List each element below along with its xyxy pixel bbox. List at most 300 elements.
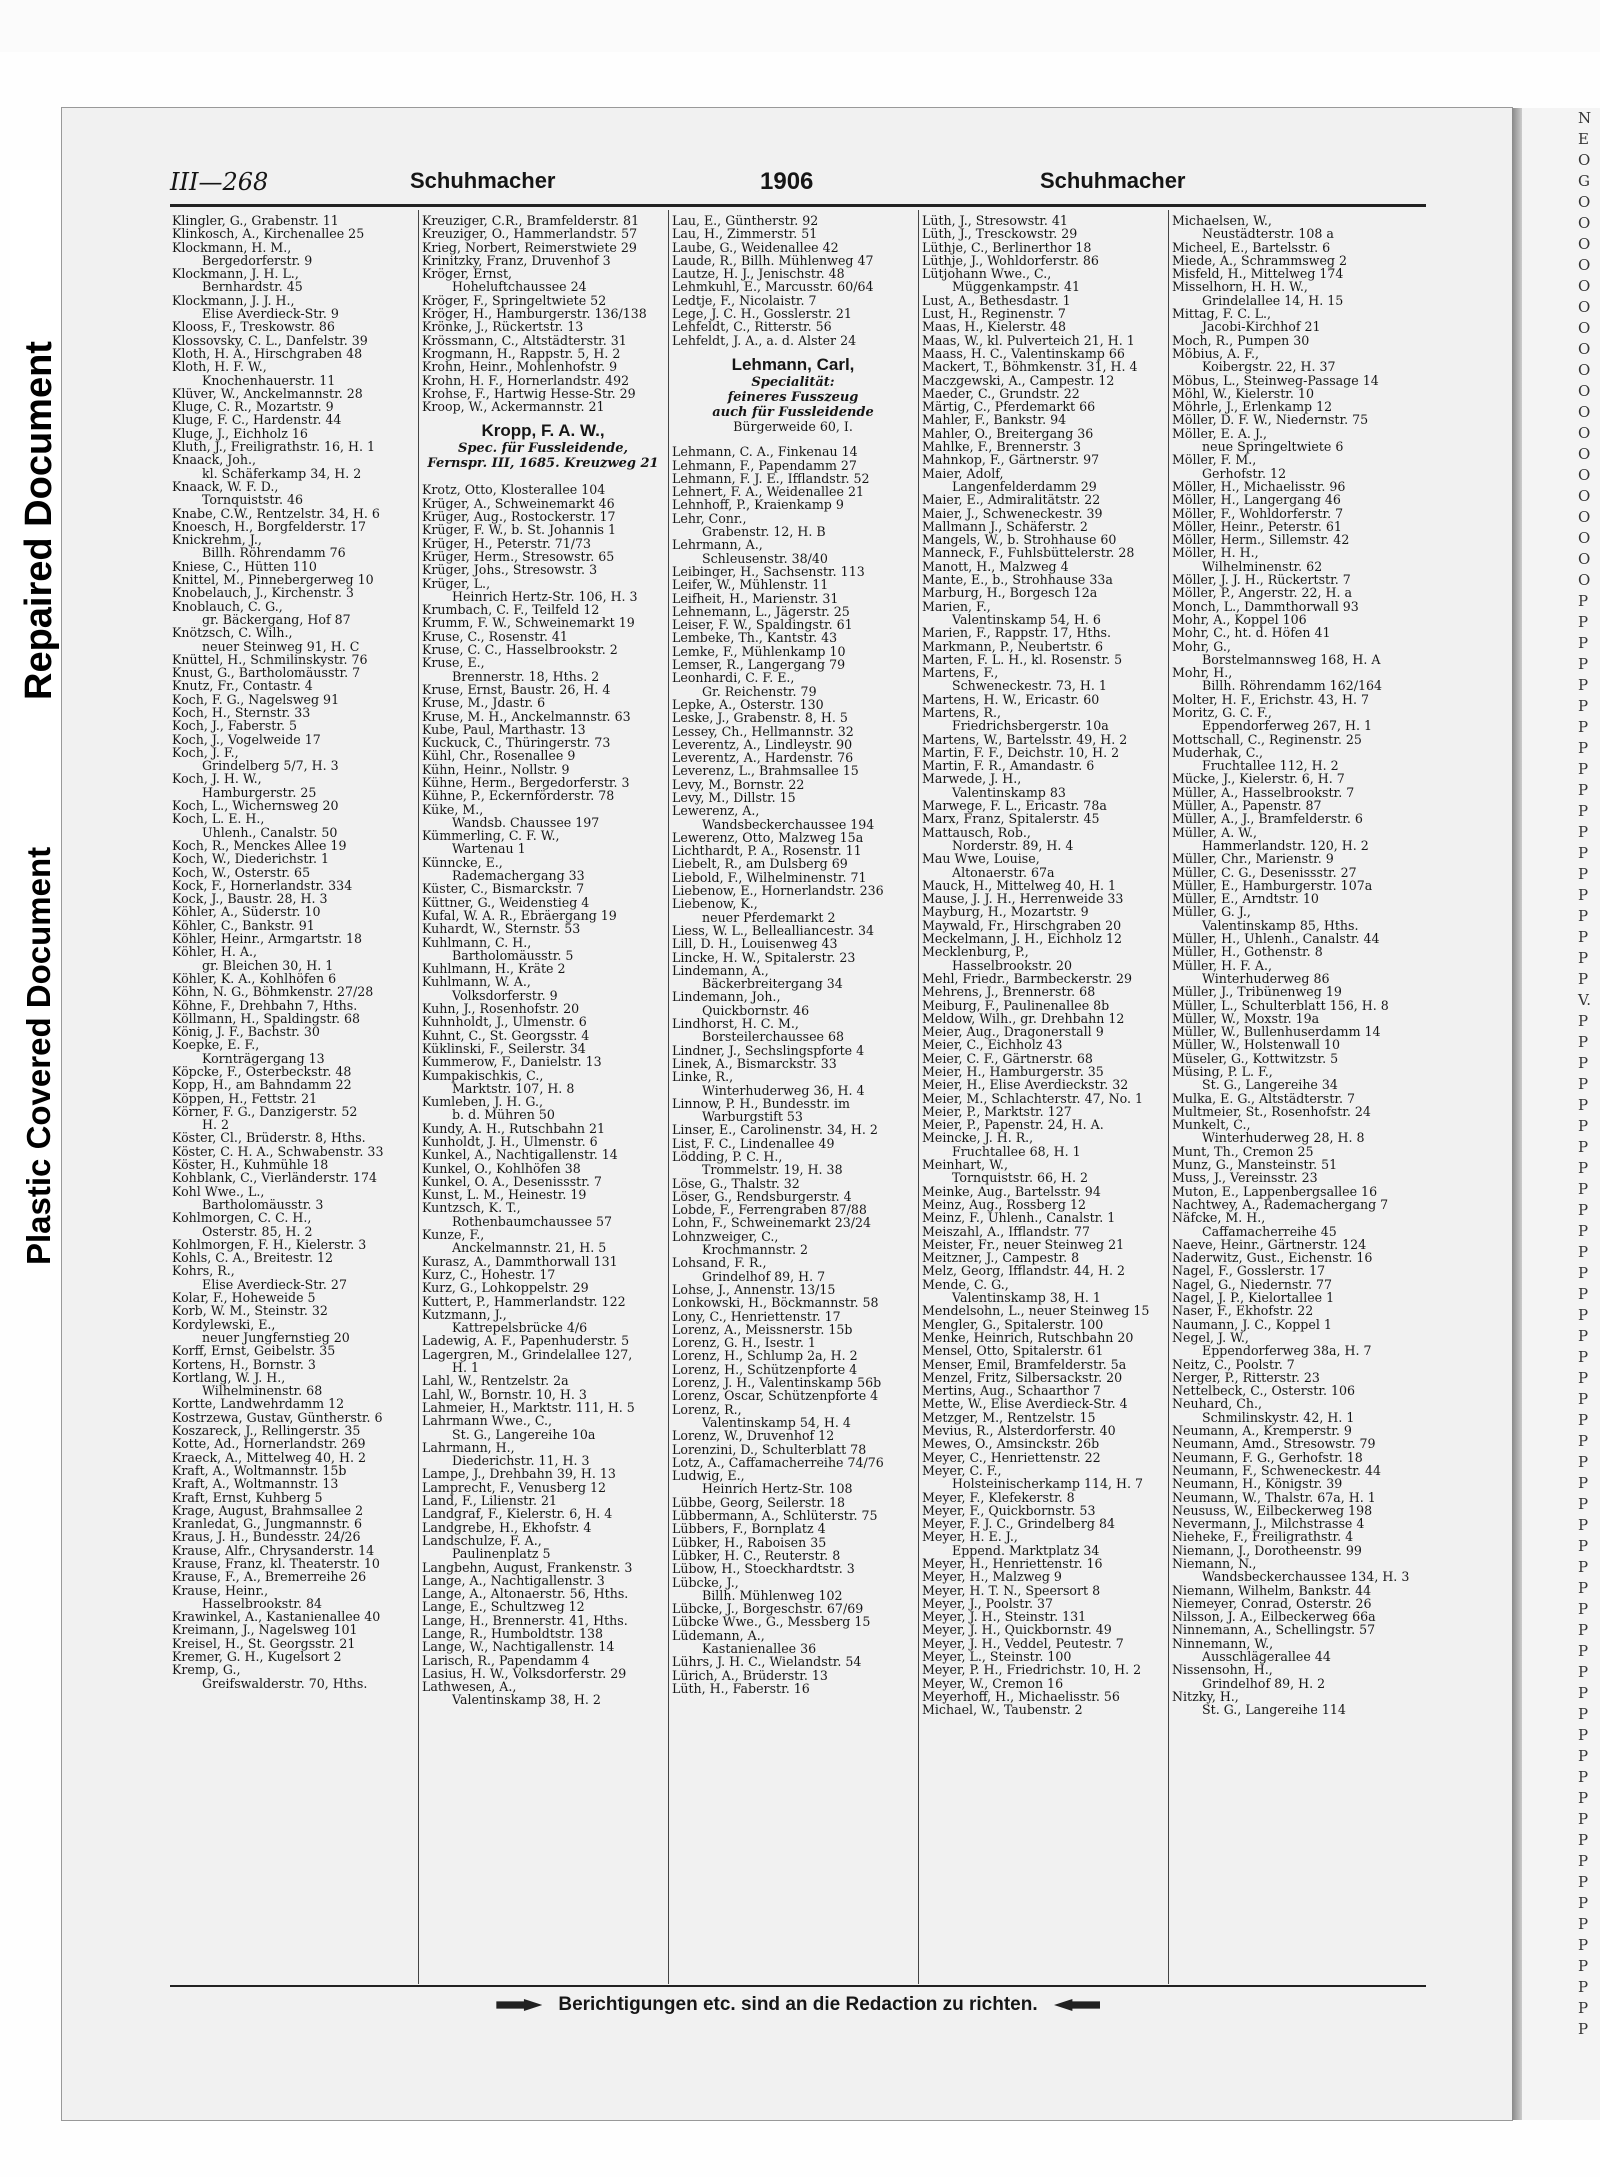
directory-entry: Nettelbeck, C., Osterstr. 106 xyxy=(1172,1383,1356,1399)
directory-entry: Koch, L., Wichernsweg 20 xyxy=(172,798,339,814)
directory-entry: Martens, W., Bartelsstr. 49, H. 2 xyxy=(922,731,1128,747)
directory-entry: Krause, F., A., Bremerreihe 26 xyxy=(172,1569,367,1585)
entry-continuation: Elise Averdieck-Str. 9 xyxy=(202,306,339,322)
directory-entry: Kolar, F., Hoheweide 5 xyxy=(172,1290,316,1306)
directory-entry: Mahnkop, F., Gärtnerstr. 97 xyxy=(922,452,1100,468)
next-page-letter: O xyxy=(1578,508,1591,526)
entry-continuation: Winterhuderweg 86 xyxy=(1202,970,1330,986)
directory-entry: Martin, F. F., Deichstr. 10, H. 2 xyxy=(922,744,1120,760)
directory-entry: Lorenz, H., Schützenpforte 4 xyxy=(672,1361,858,1377)
directory-entry: Lindhorst, H. C. M., xyxy=(672,1016,799,1032)
directory-entry: Müller, A., Hasselbrookstr. 7 xyxy=(1172,784,1355,800)
directory-entry: Klüver, W., Anckelmannstr. 28 xyxy=(172,385,363,401)
directory-entry: Müller, E., Arndtstr. 10 xyxy=(1172,891,1319,907)
next-page-letter: O xyxy=(1578,487,1591,505)
directory-entry: Moch, R., Pumpen 30 xyxy=(1172,332,1310,348)
next-page-letter: P xyxy=(1578,1348,1589,1366)
next-page-letter: P xyxy=(1578,1726,1589,1744)
directory-entry: Mevius, R., Alsterdorferstr. 40 xyxy=(922,1423,1116,1439)
directory-entry: Martens, R., xyxy=(922,704,1002,720)
directory-entry: Leske, J., Grabenstr. 8, H. 5 xyxy=(672,710,848,726)
entry-continuation: Grabenstr. 12, H. B xyxy=(702,524,826,540)
directory-entry: Mahler, F., Bankstr. 94 xyxy=(922,412,1067,428)
directory-entry: Klockmann, H. M., xyxy=(172,239,292,255)
ad-lehmann-spec: Specialität: xyxy=(751,374,835,390)
next-page-letter: P xyxy=(1578,1264,1589,1282)
directory-entry: Lasius, H. W., Volksdorferstr. 29 xyxy=(422,1665,627,1681)
directory-entry: Mahler, O., Breitergang 36 xyxy=(922,425,1094,441)
directory-entry: Lony, C., Henriettenstr. 17 xyxy=(672,1308,841,1324)
next-page-letter: P xyxy=(1578,1306,1589,1324)
directory-entry: Land, F., Lilienstr. 21 xyxy=(422,1493,558,1509)
directory-entry: Meier, Aug., Dragonerstall 9 xyxy=(922,1024,1104,1040)
directory-entry: Larisch, R., Papendamm 4 xyxy=(422,1652,590,1668)
entry-continuation: H. 1 xyxy=(452,1360,480,1376)
entry-continuation: Valentinskamp 54, H. 6 xyxy=(952,611,1101,627)
directory-entry: Lübker, H. C., Reuterstr. 8 xyxy=(672,1547,841,1563)
entry-continuation: Wartenau 1 xyxy=(452,841,526,857)
directory-entry: Krogmann, H., Rappstr. 5, H. 2 xyxy=(422,345,621,361)
directory-entry: Lübbers, F., Bornplatz 4 xyxy=(672,1521,826,1537)
directory-entry: Müsing, P. L. F., xyxy=(1172,1064,1273,1079)
directory-entry: Kremer, G. H., Kugelsort 2 xyxy=(172,1649,342,1665)
directory-entry: Mewes, O., Amsinckstr. 26b xyxy=(922,1436,1100,1452)
directory-entry: Kühne, Herm., Bergedorferstr. 3 xyxy=(422,774,630,790)
directory-entry: Nachtwey, A., Rademachergang 7 xyxy=(1172,1196,1389,1212)
directory-entry: Monch, L., Dammthorwall 93 xyxy=(1172,598,1359,614)
next-page-letter: P xyxy=(1578,781,1589,799)
directory-entry: Neitz, C., Poolstr. 7 xyxy=(1172,1356,1295,1372)
directory-entry: Koch, J., Faberstr. 5 xyxy=(172,718,298,734)
entry-continuation: Warburgstift 53 xyxy=(702,1109,803,1125)
directory-entry: Mangels, W., b. Strohhause 60 xyxy=(922,532,1117,548)
directory-entry: Küke, M., xyxy=(422,801,484,817)
directory-entry: Köster, C. H. A., Schwabenstr. 33 xyxy=(172,1143,384,1159)
directory-entry: Menser, Emil, Bramfelderstr. 5a xyxy=(922,1356,1127,1372)
directory-entry: Koszareck, J., Rellingerstr. 35 xyxy=(172,1423,361,1439)
directory-entry: Misfeld, H., Mittelweg 174 xyxy=(1172,266,1344,282)
repaired-document-label: Repaired Document xyxy=(18,341,60,700)
directory-entry: Meiszahl, A., Ifflandstr. 77 xyxy=(922,1223,1091,1239)
directory-entry: Kruse, C. C., Hasselbrookstr. 2 xyxy=(422,642,618,658)
next-page-letter: P xyxy=(1578,1243,1589,1261)
directory-entry: Kreuziger, O., Hammerlandstr. 57 xyxy=(422,226,638,242)
entry-continuation: Fruchtallee 68, H. 1 xyxy=(952,1143,1081,1159)
next-page-letter: O xyxy=(1578,550,1591,568)
directory-entry: Köpcke, F., Osterbeckstr. 48 xyxy=(172,1064,352,1079)
directory-entry: Meckelmann, J. H., Eichholz 12 xyxy=(922,931,1123,947)
directory-entry: Mause, J. J. H., Herrenweide 33 xyxy=(922,891,1124,907)
directory-entry: Mohr, H., xyxy=(1172,665,1233,681)
directory-entry: Lagergren, M., Grindelallee 127, xyxy=(422,1346,633,1362)
directory-entry: Müller, H. F. A., xyxy=(1172,957,1273,973)
directory-entry: Mehl, Friedr., Barmbeckerstr. 29 xyxy=(922,970,1133,986)
directory-entry: Krüger, Aug., Rostockerstr. 17 xyxy=(422,509,616,525)
directory-entry: Mette, W., Elise Averdieck-Str. 4 xyxy=(922,1396,1128,1412)
column-4 xyxy=(922,214,1164,1982)
directory-entry: Lotz, A., Caffamacherreihe 74/76 xyxy=(672,1454,884,1470)
directory-entry: Meyer, L., Steinstr. 100 xyxy=(922,1649,1072,1665)
header-title-right: Schuhmacher xyxy=(1040,168,1186,193)
directory-entry: Köllmann, H., Spaldingstr. 68 xyxy=(172,1010,361,1026)
directory-entry: Marten, F. L. H., kl. Rosenstr. 5 xyxy=(922,651,1123,667)
directory-entry: Lange, E., Schultzweg 12 xyxy=(422,1599,585,1615)
next-page-letter: O xyxy=(1578,445,1591,463)
directory-entry: Lürich, A., Brüderstr. 13 xyxy=(672,1667,828,1683)
directory-entry: Mohr, C., ht. d. Höfen 41 xyxy=(1172,625,1331,641)
directory-entry: Meyer, F., Klefekerstr. 8 xyxy=(922,1489,1075,1505)
directory-entry: Korff, Ernst, Geibelstr. 35 xyxy=(172,1343,336,1359)
directory-entry: Müseler, G., Kottwitzstr. 5 xyxy=(1172,1050,1339,1066)
directory-entry: Meincke, J. H. R., xyxy=(922,1130,1034,1146)
plastic-covered-label: Plastic Covered Document xyxy=(20,846,57,1265)
directory-entry: Meier, P., Marktstr. 127 xyxy=(922,1103,1072,1119)
directory-entry: Molter, H. F., Erichstr. 43, H. 7 xyxy=(1172,691,1370,707)
directory-entry: Löser, G., Rendsburgerstr. 4 xyxy=(672,1188,852,1204)
directory-entry: Lust, A., Bethesdastr. 1 xyxy=(922,292,1071,308)
next-page-letter: P xyxy=(1578,1999,1589,2017)
directory-entry: Lübcke, J., xyxy=(672,1574,739,1590)
next-page-letter: O xyxy=(1578,466,1591,484)
directory-entry: Kruse, M. H., Anckelmannstr. 63 xyxy=(422,708,631,724)
directory-entry: Lobde, F., Ferrengraben 87/88 xyxy=(672,1202,867,1218)
directory-entry: Ninnemann, A., Schellingstr. 57 xyxy=(1172,1622,1376,1638)
directory-entry: Kuhnt, C., St. Georgsstr. 4 xyxy=(422,1027,590,1043)
next-page-letter: P xyxy=(1578,970,1589,988)
directory-entry: Lüthje, C., Berlinerthor 18 xyxy=(922,239,1092,255)
next-page-letter: P xyxy=(1578,1432,1589,1450)
next-page-letter: O xyxy=(1578,340,1591,358)
directory-entry: Koch, L. E. H., xyxy=(172,811,265,827)
directory-entry: Menke, Heinrich, Rutschbahn 20 xyxy=(922,1329,1134,1345)
directory-entry: Kraus, J. H., Bundesstr. 24/26 xyxy=(172,1529,361,1545)
directory-entry: Levy, M., Dillstr. 15 xyxy=(672,789,796,805)
entry-continuation: Wandsb. Chaussee 197 xyxy=(452,814,600,830)
ad-lehmann-name: Lehmann, Carl, xyxy=(731,354,855,374)
directory-entry: Ludwig, E., xyxy=(672,1468,745,1484)
next-page-letter: P xyxy=(1578,655,1589,673)
directory-entry: Krüger, Johs., Stresowstr. 3 xyxy=(422,562,598,578)
directory-entry: Maass, H. C., Valentinskamp 66 xyxy=(922,345,1125,361)
directory-entry: Michaelsen, W., xyxy=(1172,214,1272,228)
directory-entry: Muss, J., Vereinsstr. 23 xyxy=(1172,1170,1318,1186)
entry-continuation: Kastanienallee 36 xyxy=(702,1640,817,1656)
next-page-letter: P xyxy=(1578,1075,1589,1093)
directory-entry: Kohlmorgen, C. C. H., xyxy=(172,1210,312,1226)
entry-continuation: Valentinskamp 38, H. 1 xyxy=(952,1290,1101,1306)
directory-entry: Leiser, F. W., Spaldingstr. 61 xyxy=(672,617,853,633)
directory-entry: Kraft, A., Woltmannstr. 13 xyxy=(172,1476,339,1492)
directory-entry: Lahrmann, H., xyxy=(422,1439,515,1455)
entry-continuation: Bartholomäusstr. 3 xyxy=(202,1196,324,1212)
directory-entry: Lütjohann Wwe., C., xyxy=(922,266,1052,282)
entry-continuation: Borstelmannsweg 168, H. A xyxy=(1202,651,1381,667)
directory-entry: Neumann, A., Kremperstr. 9 xyxy=(1172,1423,1352,1439)
directory-entry: Kreisel, H., St. Georgsstr. 21 xyxy=(172,1635,356,1651)
directory-entry: Mengler, G., Spitalerstr. 100 xyxy=(922,1316,1104,1332)
directory-entry: Naeve, Heinr., Gärtnerstr. 124 xyxy=(1172,1236,1367,1252)
next-page-letter: P xyxy=(1578,676,1589,694)
directory-entry: Lorenz, R., xyxy=(672,1401,742,1417)
directory-entry: Kordylewski, E., xyxy=(172,1316,276,1332)
next-page-letter: P xyxy=(1578,1369,1589,1387)
next-page-letter: P xyxy=(1578,865,1589,883)
next-page-letter: P xyxy=(1578,1579,1589,1597)
next-page-letter: P xyxy=(1578,886,1589,904)
header-rule xyxy=(170,204,1426,207)
directory-entry: Maier, Adolf, xyxy=(922,465,1004,481)
directory-entry: Maier, J., Schweneckestr. 39 xyxy=(922,505,1103,521)
directory-entry: Mendelsohn, L., neuer Steinweg 15 xyxy=(922,1303,1150,1319)
directory-entry: Lemke, F., Mühlenkamp 10 xyxy=(672,643,846,659)
directory-entry: Lahl, W., Rentzelstr. 2a xyxy=(422,1373,569,1389)
directory-entry: Knötzsch, C. Wilh., xyxy=(172,625,293,641)
directory-entry: Lehnert, F. A., Weidenallee 21 xyxy=(672,484,864,500)
directory-entry: Lahmeier, H., Marktstr. 111, H. 5 xyxy=(422,1399,635,1415)
directory-entry: Nerger, P., Ritterstr. 23 xyxy=(1172,1369,1320,1385)
directory-entry: Lust, H., Reginenstr. 7 xyxy=(922,306,1066,322)
directory-entry: Mahlke, F., Brennerstr. 3 xyxy=(922,439,1082,455)
entry-continuation: Grindelhof 89, H. 2 xyxy=(1202,1675,1326,1691)
directory-entry: Kundy, A. H., Rutschbahn 21 xyxy=(422,1120,606,1136)
directory-entry: Lorenz, Oscar, Schützenpforte 4 xyxy=(672,1388,879,1404)
directory-entry: Lübcke Wwe., G., Messberg 15 xyxy=(672,1614,871,1630)
directory-entry: Kuhlmann, C. H., xyxy=(422,934,532,950)
page-footer xyxy=(170,1994,1426,2016)
directory-entry: Meyer, J. H., Veddel, Peutestr. 7 xyxy=(922,1635,1124,1651)
directory-entry: Leifheit, H., Marienstr. 31 xyxy=(672,590,839,606)
entry-continuation: Trommelstr. 19, H. 38 xyxy=(702,1162,843,1178)
entry-continuation: Diederichstr. 11, H. 3 xyxy=(452,1453,590,1469)
directory-entry: Lehfeldt, J. A., a. d. Alster 24 xyxy=(672,332,857,348)
entry-continuation: Wandsbeckerchaussee 194 xyxy=(702,816,875,832)
next-page-letter: P xyxy=(1578,1915,1589,1933)
directory-entry: Michael, W., Taubenstr. 2 xyxy=(922,1702,1083,1718)
directory-entry: Marien, F., Rappstr. 17, Hths. xyxy=(922,625,1112,641)
entry-continuation: Neustädterstr. 108 a xyxy=(1202,226,1334,242)
entry-continuation: Wilhelminenstr. 62 xyxy=(1202,558,1323,574)
entry-continuation: Kornträgergang 13 xyxy=(202,1050,325,1066)
directory-entry: Marwede, J. H., xyxy=(922,771,1022,787)
directory-entry: Naderwitz, Gust., Eichenstr. 16 xyxy=(1172,1250,1373,1266)
directory-entry: Lohnzweiger, C., xyxy=(672,1228,779,1244)
directory-entry: Krumbach, C. F., Teilfeld 12 xyxy=(422,602,600,618)
directory-entry: Neumann, F., Schweneckestr. 44 xyxy=(1172,1462,1381,1478)
directory-entry: Multmeier, St., Rosenhofstr. 24 xyxy=(1172,1103,1371,1119)
directory-entry: Kunkel, O., Kohlhöfen 38 xyxy=(422,1160,581,1176)
directory-entry: Neumann, W., Thalstr. 67a, H. 1 xyxy=(1172,1489,1376,1505)
directory-entry: Löse, G., Thalstr. 32 xyxy=(672,1175,800,1191)
next-page-letter: P xyxy=(1578,928,1589,946)
next-page-letter: P xyxy=(1578,1285,1589,1303)
next-page-letter: P xyxy=(1578,1180,1589,1198)
directory-entry: Meier, M., Schlachterstr. 47, No. 1 xyxy=(922,1090,1143,1106)
directory-entry: Knoblauch, C. G., xyxy=(172,598,283,614)
directory-entry: Lau, H., Zimmerstr. 51 xyxy=(672,226,818,242)
directory-entry: Lübbe, Georg, Seilerstr. 18 xyxy=(672,1494,846,1510)
directory-entry: Lindner, J., Sechslingspforte 4 xyxy=(672,1042,865,1058)
directory-entry: Müller, W., Bullenhuserdamm 14 xyxy=(1172,1024,1381,1040)
directory-entry: Lübker, H., Raboisen 35 xyxy=(672,1534,827,1550)
directory-entry: Micheel, E., Bartelsstr. 6 xyxy=(1172,239,1331,255)
directory-entry: Kumleben, J. H. G., xyxy=(422,1094,543,1110)
directory-entry: Kniese, C., Hütten 110 xyxy=(172,558,317,574)
directory-entry: Kremp, G., xyxy=(172,1662,241,1678)
next-page-letter: P xyxy=(1578,1390,1589,1408)
entry-continuation: Gr. Reichenstr. 79 xyxy=(702,683,817,699)
entry-continuation: St. G., Langereihe 10a xyxy=(452,1426,596,1442)
directory-entry: Munz, G., Mansteinstr. 51 xyxy=(1172,1157,1338,1173)
directory-entry: Krüger, Herm., Stresowstr. 65 xyxy=(422,548,615,564)
directory-entry: Kruse, C., Rosenstr. 41 xyxy=(422,628,568,644)
column-3 xyxy=(672,214,914,1982)
next-page-letter: G xyxy=(1578,172,1590,190)
directory-entry: Kranledat, G., Jungmannstr. 6 xyxy=(172,1516,362,1532)
directory-entry: Köster, H., Kuhmühle 18 xyxy=(172,1157,329,1173)
entry-continuation: Quickbornstr. 46 xyxy=(702,1002,810,1018)
next-page-letter: P xyxy=(1578,1033,1589,1051)
directory-entry: Lüthje, J., Wohldorferstr. 86 xyxy=(922,252,1099,268)
directory-entry: Knittel, M., Pinnebergerweg 10 xyxy=(172,572,374,588)
directory-entry: Kuhn, J., Rosenhofstr. 20 xyxy=(422,1001,580,1017)
directory-entry: Liess, W. L., Bellealliancestr. 34 xyxy=(672,922,875,938)
entry-continuation: neuer Pferdemarkt 2 xyxy=(702,909,836,925)
entry-continuation: Bergedorferstr. 9 xyxy=(202,252,313,268)
directory-entry: Lorenz, W., Druvenhof 12 xyxy=(672,1428,835,1444)
ad-kropp-address: Fernspr. III, 1685. Kreuzweg 21 xyxy=(427,456,659,472)
entry-continuation: Hoheluftchaussee 24 xyxy=(452,279,587,295)
directory-entry: Lessey, Ch., Hellmannstr. 32 xyxy=(672,723,854,739)
entry-continuation: Borsteilerchaussee 68 xyxy=(702,1029,845,1045)
entry-continuation: Schleusenstr. 38/40 xyxy=(702,550,828,566)
directory-entry: Kluge, J., Eichholz 16 xyxy=(172,425,308,441)
directory-entry: Mauck, H., Mittelweg 40, H. 1 xyxy=(922,877,1117,893)
next-page-fragment xyxy=(1522,108,1600,2120)
ad-lehmann-address: Bürgerweide 60, I. xyxy=(733,418,853,434)
directory-entry: Kunholdt, J. H., Ulmenstr. 6 xyxy=(422,1134,598,1149)
directory-entry: Knaack, W. F. D., xyxy=(172,478,279,494)
directory-entry: Lohse, J., Annenstr. 13/15 xyxy=(672,1281,836,1297)
directory-entry: Möller, H., Michaelisstr. 96 xyxy=(1172,478,1346,494)
directory-entry: Meinz, F., Uhlenh., Canalstr. 1 xyxy=(922,1210,1116,1226)
directory-entry: Lindemann, A., xyxy=(672,962,769,978)
directory-entry: Krumm, F. W., Schweinemarkt 19 xyxy=(422,615,635,631)
directory-entry: Maczgewski, A., Campestr. 12 xyxy=(922,372,1115,388)
pointing-hand-icon xyxy=(496,1999,542,2011)
entry-continuation: Billh. Röhrendamm 76 xyxy=(202,545,346,561)
directory-entry: Meitzner, J., Campestr. 8 xyxy=(922,1250,1080,1266)
directory-entry: Köppen, H., Fettstr. 21 xyxy=(172,1090,318,1106)
directory-entry: Maywald, Fr., Hirschgraben 20 xyxy=(922,917,1122,933)
next-page-letter: O xyxy=(1578,403,1591,421)
next-page-letter: N xyxy=(1578,109,1592,127)
directory-entry: Lemser, R., Langergang 79 xyxy=(672,657,846,673)
entry-continuation: Hasselbrookstr. 20 xyxy=(952,957,1072,973)
next-page-letter: P xyxy=(1578,1957,1589,1975)
directory-entry: Kuhnholdt, J., Ulmenstr. 6 xyxy=(422,1014,587,1030)
directory-entry: Möhrle, J., Erlenkamp 12 xyxy=(1172,399,1333,415)
directory-entry: Kostrzewa, Gustav, Güntherstr. 6 xyxy=(172,1409,383,1425)
directory-entry: Müller, L., Schulterblatt 156, H. 8 xyxy=(1172,997,1389,1013)
ad-kropp-spec: Spec. für Fussleidende, xyxy=(457,441,629,457)
directory-entry: Leifer, W., Mühlenstr. 11 xyxy=(672,577,829,593)
next-page-letter: E xyxy=(1578,130,1589,148)
directory-entry: Lehmann, F. J. E., Ifflandstr. 52 xyxy=(672,470,870,486)
directory-entry: Mottschall, C., Reginenstr. 25 xyxy=(1172,731,1362,747)
directory-entry: Maeder, C., Grundstr. 22 xyxy=(922,385,1080,401)
directory-entry: Knobelauch, J., Kirchenstr. 3 xyxy=(172,585,354,601)
directory-entry: Möller, D. F. W., Niedernstr. 75 xyxy=(1172,412,1369,428)
directory-entry: Landschulze, F. A., xyxy=(422,1532,542,1548)
directory-entry: Meier, C. F., Gärtnerstr. 68 xyxy=(922,1050,1093,1066)
next-page-letter: O xyxy=(1578,382,1591,400)
directory-entry: Liebelt, R., am Dulsberg 69 xyxy=(672,856,848,872)
directory-entry: Klooss, F., Treskowstr. 86 xyxy=(172,319,335,335)
directory-entry: Mücke, J., Kielerstr. 6, H. 7 xyxy=(1172,771,1345,787)
directory-entry: Krohn, H. F., Hornerlandstr. 492 xyxy=(422,372,630,388)
entry-continuation: Bartholomäusstr. 5 xyxy=(452,947,574,963)
directory-entry: Möbius, A. F., xyxy=(1172,345,1260,361)
column-1 xyxy=(172,214,414,1982)
next-page-letter: P xyxy=(1578,739,1589,757)
directory-entry: Lange, A., Altonaerstr. 56, Hths. xyxy=(422,1586,629,1602)
next-page-letter: P xyxy=(1578,1201,1589,1219)
entry-continuation: Tornquiststr. 46 xyxy=(202,492,304,508)
directory-entry: Meyer, F., Quickbornstr. 53 xyxy=(922,1502,1096,1518)
directory-entry: Lorenz, H., Schlump 2a, H. 2 xyxy=(672,1348,858,1364)
directory-entry: Lohn, F., Schweinemarkt 23/24 xyxy=(672,1215,872,1231)
directory-entry: Köhler, A., Süderstr. 10 xyxy=(172,904,321,920)
directory-entry: Linnow, P. H., Bundesstr. im xyxy=(672,1095,850,1111)
directory-entry: Koch, J., Vogelweide 17 xyxy=(172,731,321,747)
entry-continuation: neue Springeltwiete 6 xyxy=(1202,439,1344,455)
entry-continuation: Marktstr. 107, H. 8 xyxy=(452,1080,575,1096)
directory-entry: Neumann, F. G., Gerhofstr. 18 xyxy=(1172,1449,1363,1465)
directory-entry: Niemann, N., xyxy=(1172,1555,1257,1571)
directory-entry: Möller, F. M., xyxy=(1172,452,1257,468)
directory-entry: Kuntzsch, K. T., xyxy=(422,1200,521,1216)
directory-entry: Möller, Heinr., Peterstr. 61 xyxy=(1172,518,1342,534)
directory-entry: Knüttel, H., Schmilinskystr. 76 xyxy=(172,651,368,667)
directory-entry: Krönke, J., Rückertstr. 13 xyxy=(422,319,584,335)
directory-entry: Köhler, H. A., xyxy=(172,944,257,960)
directory-entry: Kloth, H. A., Hirschgraben 48 xyxy=(172,345,363,361)
directory-entry: Kuttert, P., Hammerlandstr. 122 xyxy=(422,1293,626,1309)
next-page-letter: P xyxy=(1578,1873,1589,1891)
entry-continuation: Uhlenh., Canalstr. 50 xyxy=(202,824,338,840)
next-page-letter: P xyxy=(1578,1495,1589,1513)
directory-entry: Mallmann J., Schäferstr. 2 xyxy=(922,518,1088,534)
entry-continuation: Greifswalderstr. 70, Hths. xyxy=(202,1675,368,1691)
directory-entry: Müller, A., Papenstr. 87 xyxy=(1172,798,1322,814)
directory-entry: Möller, F., Wohldorferstr. 7 xyxy=(1172,505,1344,521)
directory-entry: Köhne, F., Drehbahn 7, Hths. xyxy=(172,997,358,1013)
directory-entry: Mecklenburg, P., xyxy=(922,944,1029,960)
directory-entry: Linser, E., Carolinenstr. 34, H. 2 xyxy=(672,1122,878,1138)
directory-entry: Lührs, J. H. C., Wielandstr. 54 xyxy=(672,1654,862,1670)
directory-entry: Kluth, J., Freiligrathstr. 16, H. 1 xyxy=(172,439,376,455)
directory-entry: Meier, C., Eichholz 43 xyxy=(922,1037,1063,1053)
directory-entry: Küklinski, F., Seilerstr. 34 xyxy=(422,1040,586,1056)
directory-entry: Möller, Herm., Sillemstr. 42 xyxy=(1172,532,1350,548)
next-page-letter: P xyxy=(1578,802,1589,820)
directory-entry: Küttner, G., Weidenstieg 4 xyxy=(422,894,590,910)
directory-entry: Landgrebe, H., Ekhofstr. 4 xyxy=(422,1519,592,1535)
next-page-letter: P xyxy=(1578,634,1589,652)
entry-continuation: Kattrepelsbrücke 4/6 xyxy=(452,1320,588,1336)
next-page-letter: P xyxy=(1578,1516,1589,1534)
directory-entry: Neumann, Amd., Stresowstr. 79 xyxy=(1172,1436,1376,1452)
